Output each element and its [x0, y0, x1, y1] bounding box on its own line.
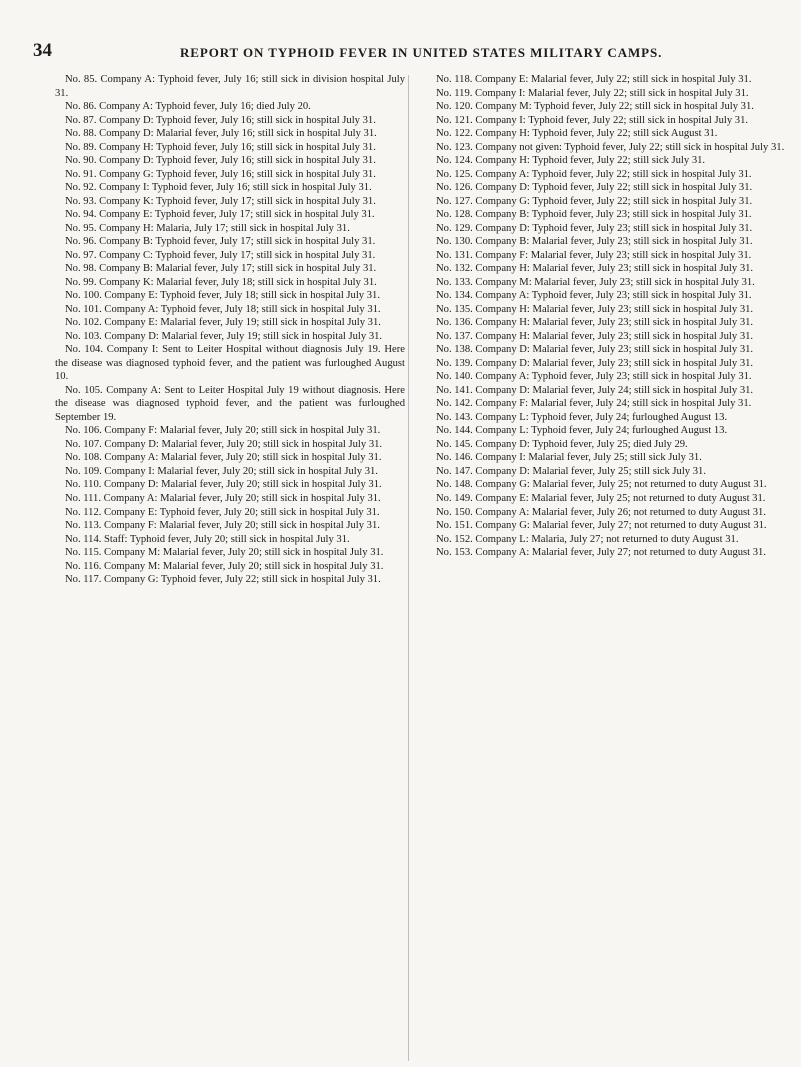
case-entry: No. 92. Company I: Typhoid fever, July 16; still sick in hospital July 31. — [65, 182, 372, 194]
page-header — [33, 40, 793, 62]
case-entry: No. 117. Company G: Typhoid fever, July 22; still sick in hospital July 31. — [65, 574, 381, 586]
case-entry: No. 106. Company F: Malarial fever, July 20; still sick in hospital July 31. — [65, 425, 381, 437]
case-entry: No. 103. Company D: Malarial fever, July 19; still sick in hospital July 31. — [65, 330, 383, 342]
case-entry: No. 127. Company G: Typhoid fever, July 22; still sick in hospital July 31. — [436, 195, 753, 207]
case-entry: No. 125. Company A: Typhoid fever, July 22; still sick in hospital July 31. — [436, 168, 752, 180]
case-entry: No. 143. Company L: Typhoid fever, July 24; furloughed August 13. — [436, 411, 728, 423]
case-entry: No. 148. Company G: Malarial fever, July 25; not returned to duty August 31. — [436, 479, 767, 491]
case-entry: No. 151. Company G: Malarial fever, July 27; not returned to duty August 31. — [436, 520, 767, 532]
case-entry: No. 102. Company E: Malarial fever, July 19; still sick in hospital July 31. — [65, 317, 381, 329]
column-divider — [408, 75, 409, 1061]
case-entry: No. 145. Company D: Typhoid fever, July 25; died July 29. — [436, 438, 688, 450]
case-entry: No. 142. Company F: Malarial fever, July 24; still sick in hospital July 31. — [436, 398, 752, 410]
case-entry: No. 126. Company D: Typhoid fever, July 22; still sick in hospital July 31. — [436, 182, 753, 194]
case-entry: No. 133. Company M: Malarial fever, July 23; still sick in hospital July 31. — [436, 276, 755, 288]
case-entry: No. 137. Company H: Malarial fever, July 23; still sick in hospital July 31. — [436, 330, 754, 342]
case-entry: No. 104. Company I: Sent to Leiter Hospital without diagnosis July 19. Here the disease was diagnosed typhoid fever, and the patient was furloughed August 10. — [55, 344, 405, 383]
case-entry: No. 99. Company K: Malarial fever, July 18; still sick in hospital July 31. — [65, 276, 377, 288]
case-entry: No. 131. Company F: Malarial fever, July 23; still sick in hospital July 31. — [436, 249, 752, 261]
case-entry: No. 90. Company D: Typhoid fever, July 16; still sick in hospital July 31. — [65, 155, 376, 167]
case-entry: No. 107. Company D: Malarial fever, July 20; still sick in hospital July 31. — [65, 438, 383, 450]
case-entry: No. 139. Company D: Malarial fever, July 23; still sick in hospital July 31. — [436, 357, 754, 369]
case-entry: No. 146. Company I: Malarial fever, July 25; still sick July 31. — [436, 452, 702, 464]
case-entry: No. 113. Company F: Malarial fever, July 20; still sick in hospital July 31. — [65, 520, 380, 532]
case-entry: No. 111. Company A: Malarial fever, July 20; still sick in hospital July 31. — [65, 492, 381, 504]
case-entry: No. 152. Company L: Malaria, July 27; not returned to duty August 31. — [436, 533, 739, 545]
case-entry: No. 122. Company H: Typhoid fever, July 22; still sick August 31. — [436, 128, 718, 140]
case-entry: No. 100. Company E: Typhoid fever, July 18; still sick in hospital July 31. — [65, 290, 380, 302]
case-entry: No. 150. Company A: Malarial fever, July 26; not returned to duty August 31. — [436, 506, 766, 518]
case-entry: No. 86. Company A: Typhoid fever, July 16; died July 20. — [65, 101, 311, 113]
case-entry: No. 87. Company D: Typhoid fever, July 16; still sick in hospital July 31. — [65, 114, 376, 126]
case-entry: No. 140. Company A: Typhoid fever, July 23; still sick in hospital July 31. — [436, 371, 752, 383]
case-entry: No. 94. Company E: Typhoid fever, July 17; still sick in hospital July 31. — [65, 209, 375, 221]
case-entry: No. 98. Company B: Malarial fever, July 17; still sick in hospital July 31. — [65, 263, 377, 275]
case-entry: No. 108. Company A: Malarial fever, July 20; still sick in hospital July 31. — [65, 452, 382, 464]
case-entry: No. 109. Company I: Malarial fever, July 20; still sick in hospital July 31. — [65, 465, 378, 477]
case-entry: No. 136. Company H: Malarial fever, July 23; still sick in hospital July 31. — [436, 317, 754, 329]
right-column — [426, 73, 792, 560]
left-column — [55, 73, 405, 587]
case-entry: No. 132. Company H: Malarial fever, July 23; still sick in hospital July 31. — [436, 263, 754, 275]
case-entry: No. 88. Company D: Malarial fever, July 16; still sick in hospital July 31. — [65, 128, 377, 140]
page-number: 34 — [33, 40, 52, 61]
case-entry: No. 149. Company E: Malarial fever, July 25; not returned to duty August 31. — [436, 492, 766, 504]
case-entry: No. 144. Company L: Typhoid fever, July 24; furloughed August 13. — [436, 425, 728, 437]
case-entry: No. 89. Company H: Typhoid fever, July 16; still sick in hospital July 31. — [65, 141, 376, 153]
case-entry: No. 115. Company M: Malarial fever, July 20; still sick in hospital July 31. — [65, 547, 384, 559]
case-entry: No. 110. Company D: Malarial fever, July 20; still sick in hospital July 31. — [65, 479, 382, 491]
case-entry: No. 138. Company D: Malarial fever, July 23; still sick in hospital July 31. — [436, 344, 754, 356]
case-entry: No. 123. Company not given: Typhoid fever, July 22; still sick in hospital July 31. — [436, 141, 785, 153]
case-entry: No. 96. Company B: Typhoid fever, July 17; still sick in hospital July 31. — [65, 236, 376, 248]
case-entry: No. 118. Company E: Malarial fever, July 22; still sick in hospital July 31. — [436, 74, 752, 85]
case-entry: No. 130. Company B: Malarial fever, July 23; still sick in hospital July 31. — [436, 236, 753, 248]
case-entry: No. 95. Company H: Malaria, July 17; still sick in hospital July 31. — [65, 222, 350, 234]
case-entry: No. 97. Company C: Typhoid fever, July 17; still sick in hospital July 31. — [65, 249, 376, 261]
case-entry: No. 153. Company A: Malarial fever, July 27; not returned to duty August 31. — [436, 547, 766, 559]
case-entry: No. 141. Company D: Malarial fever, July 24; still sick in hospital July 31. — [436, 384, 754, 396]
case-entry: No. 114. Staff: Typhoid fever, July 20; still sick in hospital July 31. — [65, 533, 350, 545]
case-entry: No. 120. Company M: Typhoid fever, July 22; still sick in hospital July 31. — [436, 101, 754, 113]
case-entry: No. 93. Company K: Typhoid fever, July 17; still sick in hospital July 31. — [65, 195, 376, 207]
case-entry: No. 91. Company G: Typhoid fever, July 16; still sick in hospital July 31. — [65, 168, 376, 180]
case-entry: No. 105. Company A: Sent to Leiter Hospital July 19 without diagnosis. Here the disease was diagnosed typhoid fever, and the patient was furloughed September 19. — [55, 384, 405, 423]
running-title: REPORT ON TYPHOID FEVER IN UNITED STATES MILITARY CAMPS. — [180, 45, 663, 60]
case-entry: No. 135. Company H: Malarial fever, July 23; still sick in hospital July 31. — [436, 303, 754, 315]
case-entry: No. 124. Company H: Typhoid fever, July 22; still sick July 31. — [436, 155, 706, 167]
case-entry: No. 128. Company B: Typhoid fever, July 23; still sick in hospital July 31. — [436, 209, 752, 221]
case-entry: No. 147. Company D: Malarial fever, July 25; still sick July 31. — [436, 465, 706, 477]
case-entry: No. 129. Company D: Typhoid fever, July 23; still sick in hospital July 31. — [436, 222, 753, 234]
case-entry: No. 101. Company A: Typhoid fever, July 18; still sick in hospital July 31. — [65, 303, 381, 315]
case-entry: No. 134. Company A: Typhoid fever, July 23; still sick in hospital July 31. — [436, 290, 752, 302]
case-entry: No. 112. Company E: Typhoid fever, July 20; still sick in hospital July 31. — [65, 506, 380, 518]
case-entry: No. 121. Company I: Typhoid fever, July 22; still sick in hospital July 31. — [436, 114, 749, 126]
case-entry: No. 85. Company A: Typhoid fever, July 16; still sick in division hospital July 31. — [55, 74, 405, 99]
case-entry: No. 116. Company M: Malarial fever, July 20; still sick in hospital July 31. — [65, 560, 384, 572]
case-entry: No. 119. Company I: Malarial fever, July 22; still sick in hospital July 31. — [436, 87, 749, 99]
